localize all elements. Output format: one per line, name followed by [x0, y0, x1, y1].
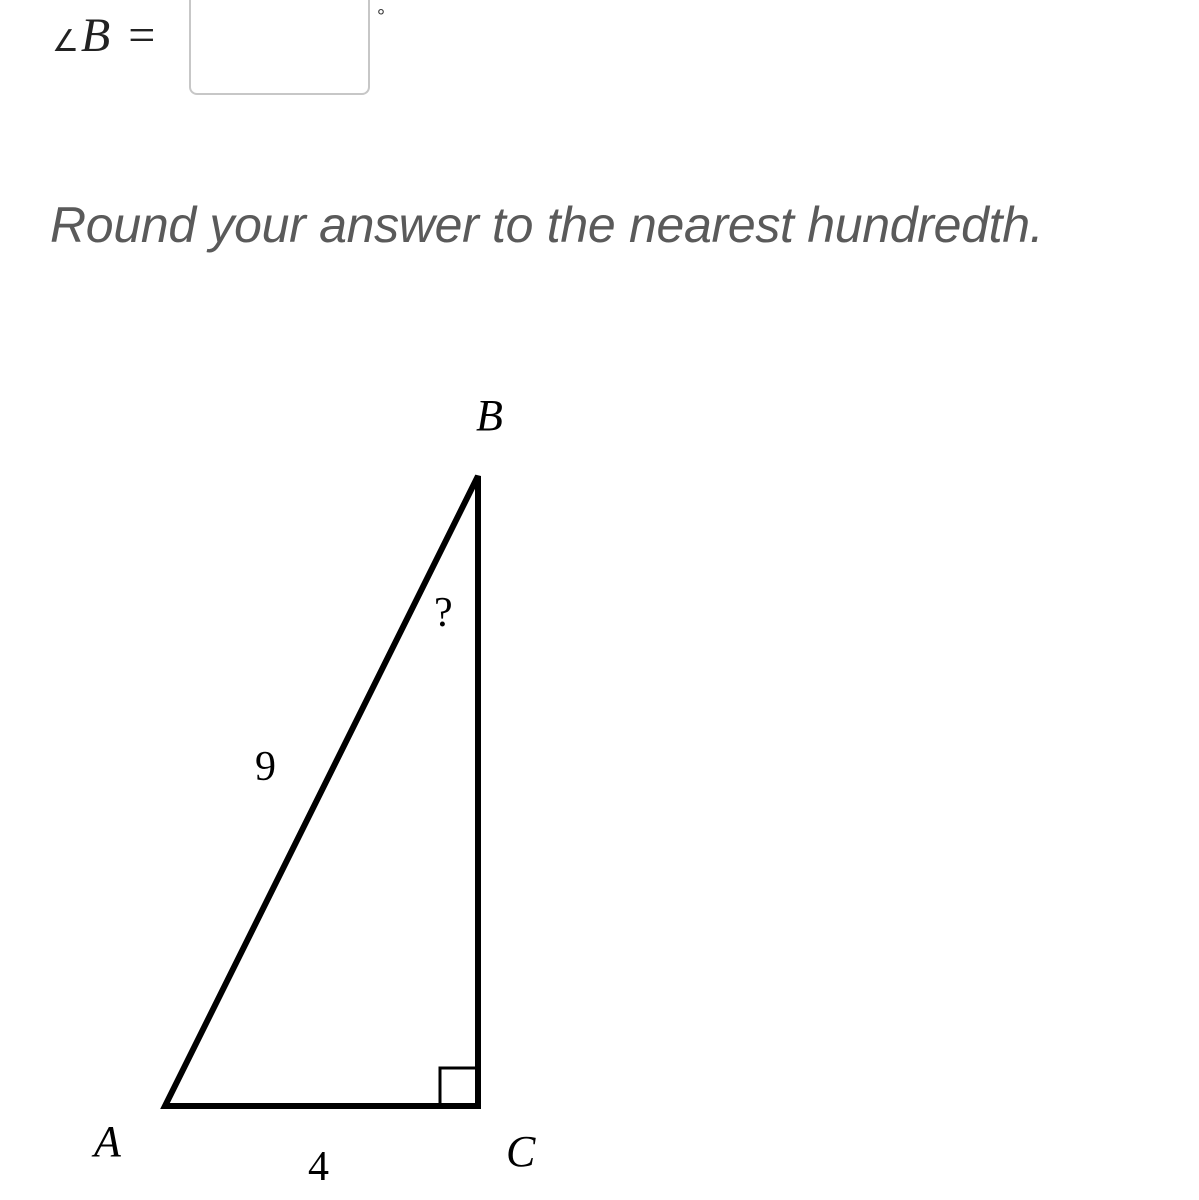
- hypotenuse-length-label: 9: [255, 744, 276, 790]
- angle-variable: B: [80, 9, 111, 62]
- equals-sign: =: [128, 9, 156, 62]
- base-length-label: 4: [308, 1144, 329, 1190]
- vertex-a-label: A: [94, 1117, 121, 1166]
- angle-symbol: ∠: [52, 25, 79, 58]
- vertex-b-label: B: [476, 391, 503, 440]
- unknown-angle-label: ?: [434, 590, 453, 636]
- right-angle-marker: [440, 1068, 478, 1106]
- instruction-text: Round your answer to the nearest hundredth.: [50, 197, 1044, 253]
- degree-symbol: °: [377, 6, 385, 28]
- vertex-c-label: C: [506, 1127, 536, 1176]
- triangle-shape: [165, 476, 478, 1106]
